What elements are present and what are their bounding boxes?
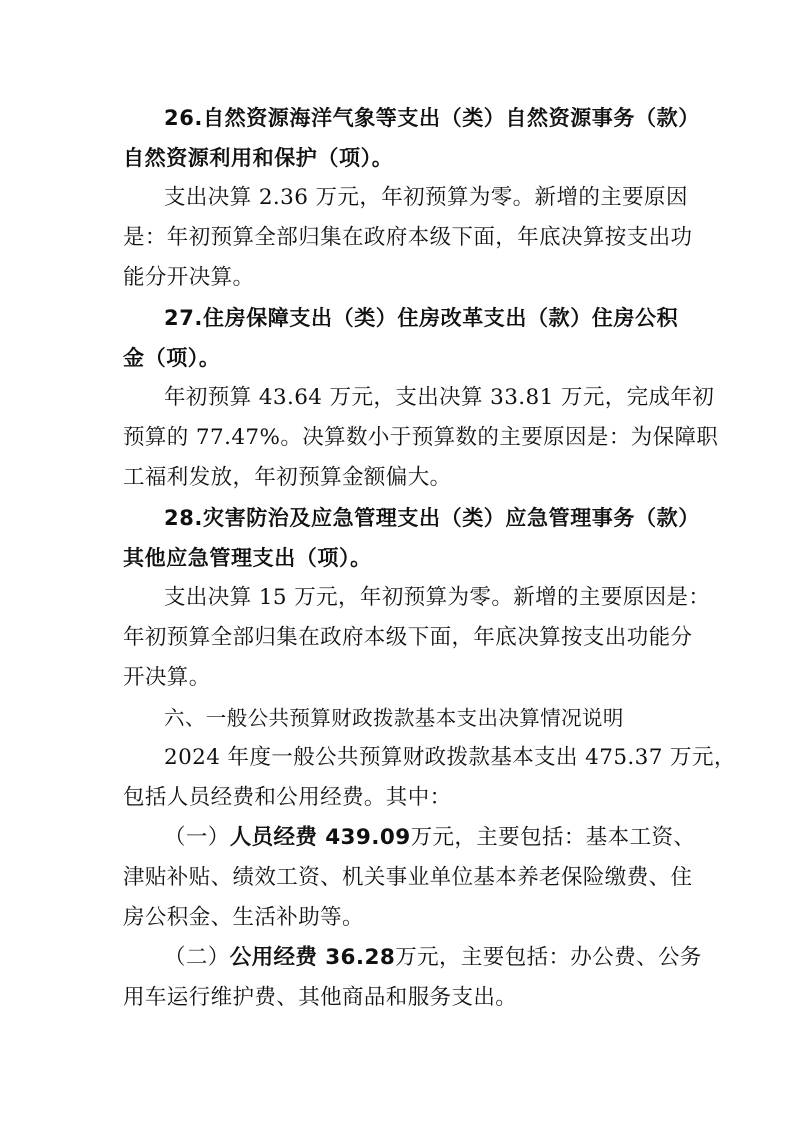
public-expense-prefix: （二） (164, 945, 230, 970)
personnel-expense-amount: 人员经费 439.09 (229, 825, 411, 850)
personnel-expense-prefix: （一） (164, 825, 230, 850)
section-26-body-line-1: 支出决算 2.36 万元，年初预算为零。新增的主要原因 (164, 185, 688, 210)
section-26-heading-line-1: 26.自然资源海洋气象等支出（类）自然资源事务（款） (164, 106, 700, 130)
personnel-expense-line-2: 津贴补贴、绩效工资、机关事业单位基本养老保险缴费、住 (123, 865, 693, 890)
section-26-body-line-3: 能分开决算。 (123, 265, 255, 290)
personnel-expense-rest: 万元，主要包括：基本工资、 (410, 825, 696, 850)
section-28-body-line-3: 开决算。 (123, 665, 211, 690)
section-6-intro-line-2: 包括人员经费和公用经费。其中： (123, 785, 452, 810)
section-6-intro-line-1: 2024 年度一般公共预算财政拨款基本支出 475.37 万元， (164, 745, 736, 770)
section-27-heading-line-2: 金（项）。 (123, 346, 221, 370)
public-expense-line-1 (164, 940, 724, 976)
section-28-body-line-1: 支出决算 15 万元，年初预算为零。新增的主要原因是： (164, 585, 711, 610)
section-6-title: 六、一般公共预算财政拨款基本支出决算情况说明 (164, 706, 624, 730)
section-28-heading-line-2: 其他应急管理支出（项）。 (123, 546, 372, 570)
public-expense-rest: 万元，主要包括：办公费、公务 (395, 945, 702, 970)
personnel-expense-line-1 (164, 820, 724, 856)
public-expense-line-2: 用车运行维护费、其他商品和服务支出。 (123, 985, 518, 1010)
personnel-expense-line-3: 房公积金、生活补助等。 (123, 905, 364, 930)
section-27-body-line-1: 年初预算 43.64 万元，支出决算 33.81 万元，完成年初 (164, 385, 715, 410)
section-27-body-line-2: 预算的 77.47%。决算数小于预算数的主要原因是：为保障职 (123, 425, 719, 450)
section-28-body-line-2: 年初预算全部归集在政府本级下面，年底决算按支出功能分 (123, 625, 693, 650)
section-26-body-line-2: 是：年初预算全部归集在政府本级下面，年底决算按支出功 (123, 225, 693, 250)
public-expense-amount: 公用经费 36.28 (229, 945, 396, 970)
section-26-heading-line-2: 自然资源利用和保护（项）。 (123, 146, 394, 170)
section-27-heading-line-1: 27.住房保障支出（类）住房改革支出（款）住房公积 (164, 306, 679, 330)
section-27-body-line-3: 工福利发放，年初预算金额偏大。 (123, 465, 452, 490)
section-28-heading-line-1: 28.灾害防治及应急管理支出（类）应急管理事务（款） (164, 506, 700, 530)
